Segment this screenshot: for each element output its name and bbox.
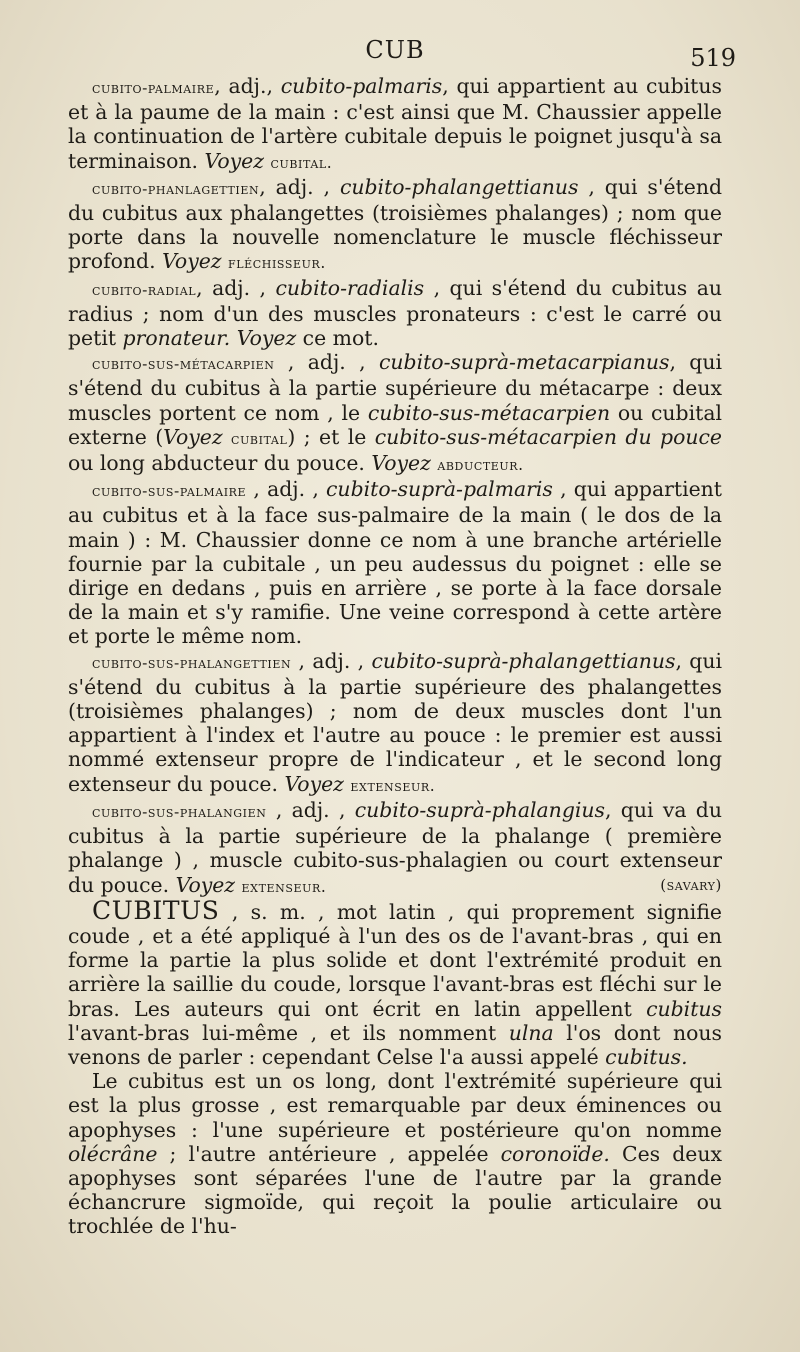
entry-headword: cubito-sus-phalangettien bbox=[92, 653, 292, 672]
italic-term: cubito-suprà-phalangettianus bbox=[371, 648, 676, 673]
italic-term: Voyez bbox=[371, 451, 431, 476]
italic-term: Voyez bbox=[162, 249, 222, 274]
dictionary-entry bbox=[68, 649, 722, 798]
italic-term: cubito-suprà-metacarpianus bbox=[378, 350, 670, 375]
italic-term: Voyez bbox=[204, 148, 264, 173]
italic-term: cubito-suprà-palmaris bbox=[326, 477, 553, 502]
entry-headword: cubito-phanlagettien bbox=[92, 179, 260, 198]
entry-text: , s. m. , mot latin , qui proprement signifie coude , et a été appliqué à l'un des os de l'avant-bras , qui en forme la partie la plus solide et dont l'extrémité produit en arrière la saillie du coude, lorsque l'avant-bras est fléchi sur le bras. Les auteurs qui ont écrit en latin appellent bbox=[68, 899, 722, 1021]
dictionary-entry bbox=[68, 1069, 722, 1238]
entry-text bbox=[223, 425, 231, 449]
entry-text: l'os dont nous venons de parler : cependant Celse l'a aussi appelé bbox=[68, 1020, 722, 1069]
entry-headword: cubito-radial bbox=[92, 280, 197, 299]
dictionary-entry bbox=[68, 350, 722, 477]
entry-headword: cubito-sus-phalangien bbox=[92, 802, 267, 821]
entry-text: l'avant-bras lui-même , et ils nomment bbox=[68, 1020, 509, 1045]
dictionary-entry bbox=[68, 74, 722, 175]
entry-headword-major: CUBITUS bbox=[92, 895, 220, 925]
italic-term: cubito-sus-métacarpien du pouce bbox=[374, 424, 722, 449]
dictionary-entry bbox=[68, 477, 722, 648]
cross-reference: cubital. bbox=[270, 153, 333, 172]
dictionary-entry bbox=[68, 798, 722, 899]
dictionary-entry bbox=[68, 175, 722, 276]
cross-reference: extenseur. bbox=[350, 776, 436, 795]
cross-reference: abducteur. bbox=[437, 456, 524, 475]
entry-text: , qui va du cubitus à la partie supérieure de la phalange ( première phalange ) , muscle cubito-sus-phalagien ou court extenseur du pouce. bbox=[68, 797, 722, 897]
italic-term: cubito-phalangettianus bbox=[339, 174, 579, 199]
entry-headword: cubito-sus-métacarpien bbox=[92, 355, 275, 374]
entry-list bbox=[68, 74, 722, 1239]
running-head-title: CUB bbox=[365, 36, 425, 64]
italic-term: pronateur. Voyez bbox=[122, 326, 297, 351]
italic-term: cubito-radialis bbox=[275, 275, 425, 300]
entry-text: , qui appartient au cubitus et à la face sus-palmaire de la main ( le dos de la main ) : M. Chaussier donne ce nom à une branche artérielle fournie par la cubitale , un peu audessus du poignet : elle se dirige en dedans , puis en arrière , se porte à la face dorsale de la main et s'y ramifie. Une veine correspond à cette artère et porte le même nom. bbox=[68, 477, 722, 649]
italic-term: olécrâne bbox=[68, 1141, 158, 1166]
cross-reference: fléchisseur. bbox=[228, 254, 326, 273]
entry-text: , adj., bbox=[214, 74, 281, 98]
entry-text: ) ; et le bbox=[287, 424, 375, 449]
entry-text: , qui s'étend du cubitus à la partie supérieure des phalangettes (troisièmes phalanges) ; nom de deux muscles dont l'un appartient à l'index et l'autre au pouce : le premier est aussi nommé extenseur propre de l'indicateur , et le second long extenseur du pouce. bbox=[68, 648, 722, 796]
italic-term: cubito-suprà-phalangius bbox=[354, 797, 605, 822]
italic-term: Voyez bbox=[284, 771, 344, 796]
author-signature: (savary) bbox=[660, 875, 722, 894]
entry-text: ; l'autre antérieure , appelée bbox=[157, 1141, 501, 1166]
italic-term: cubito-palmaris bbox=[280, 74, 443, 98]
entry-text: , qui appartient au cubitus et à la paume de la main : c'est ainsi que M. Chaussier appelle la continuation de l'artère cubitale depuis le poignet jusqu'à sa terminaison. bbox=[68, 74, 722, 173]
italic-term: cubito-sus-métacarpien bbox=[367, 400, 611, 425]
entry-headword: cubito-sus-palmaire bbox=[92, 482, 247, 501]
entry-text: Ces deux apophyses sont séparées l'une de l'autre par la grande échancrure sigmoïde, qui reçoit la poulie articulaire ou trochlée de l'hu- bbox=[68, 1141, 722, 1239]
page-number: 519 bbox=[690, 44, 736, 72]
italic-term: coronoïde. bbox=[500, 1141, 610, 1166]
entry-text: , qui s'étend du cubitus au radius ; nom d'un des muscles pronateurs : c'est le carré ou petit bbox=[68, 275, 722, 351]
entry-text: , adj. , bbox=[196, 275, 276, 300]
running-head bbox=[68, 34, 736, 74]
italic-term: Voyez bbox=[163, 424, 223, 449]
entry-text: Le cubitus est un os long, dont l'extrémité supérieure qui est la plus grosse , est remarquable par deux éminences ou apophyses : l'une supérieure et postérieure qu'on nomme bbox=[68, 1069, 722, 1142]
entry-text: ce mot. bbox=[296, 326, 379, 351]
entry-text: , adj. , bbox=[246, 477, 327, 502]
italic-term: cubitus. bbox=[605, 1044, 688, 1069]
entry-text: , qui s'étend du cubitus aux phalangettes (troisièmes phalanges) ; nom que porte dans la nouvelle nomenclature le muscle fléchisseur profond. bbox=[68, 174, 723, 274]
italic-term: cubitus bbox=[646, 996, 722, 1021]
entry-headword: cubito-palmaire bbox=[92, 79, 215, 97]
entry-text: , qui s'étend du cubitus à la partie supérieure du métacarpe : deux muscles portent ce nom , le bbox=[68, 350, 722, 425]
entry-text: , adj. , bbox=[259, 174, 340, 199]
cross-reference: extenseur. bbox=[241, 877, 327, 896]
italic-term: ulna bbox=[508, 1020, 554, 1045]
italic-term: Voyez bbox=[175, 872, 236, 897]
entry-text: ou long abducteur du pouce. bbox=[68, 451, 372, 476]
entry-text: , adj. , bbox=[274, 350, 379, 375]
entry-text: , adj. , bbox=[266, 797, 355, 822]
cross-reference: cubital bbox=[231, 429, 288, 448]
dictionary-entry bbox=[68, 895, 722, 1069]
entry-text: ou cubital externe ( bbox=[68, 400, 722, 449]
dictionary-entry bbox=[68, 276, 722, 351]
entry-text: , adj. , bbox=[291, 648, 372, 673]
